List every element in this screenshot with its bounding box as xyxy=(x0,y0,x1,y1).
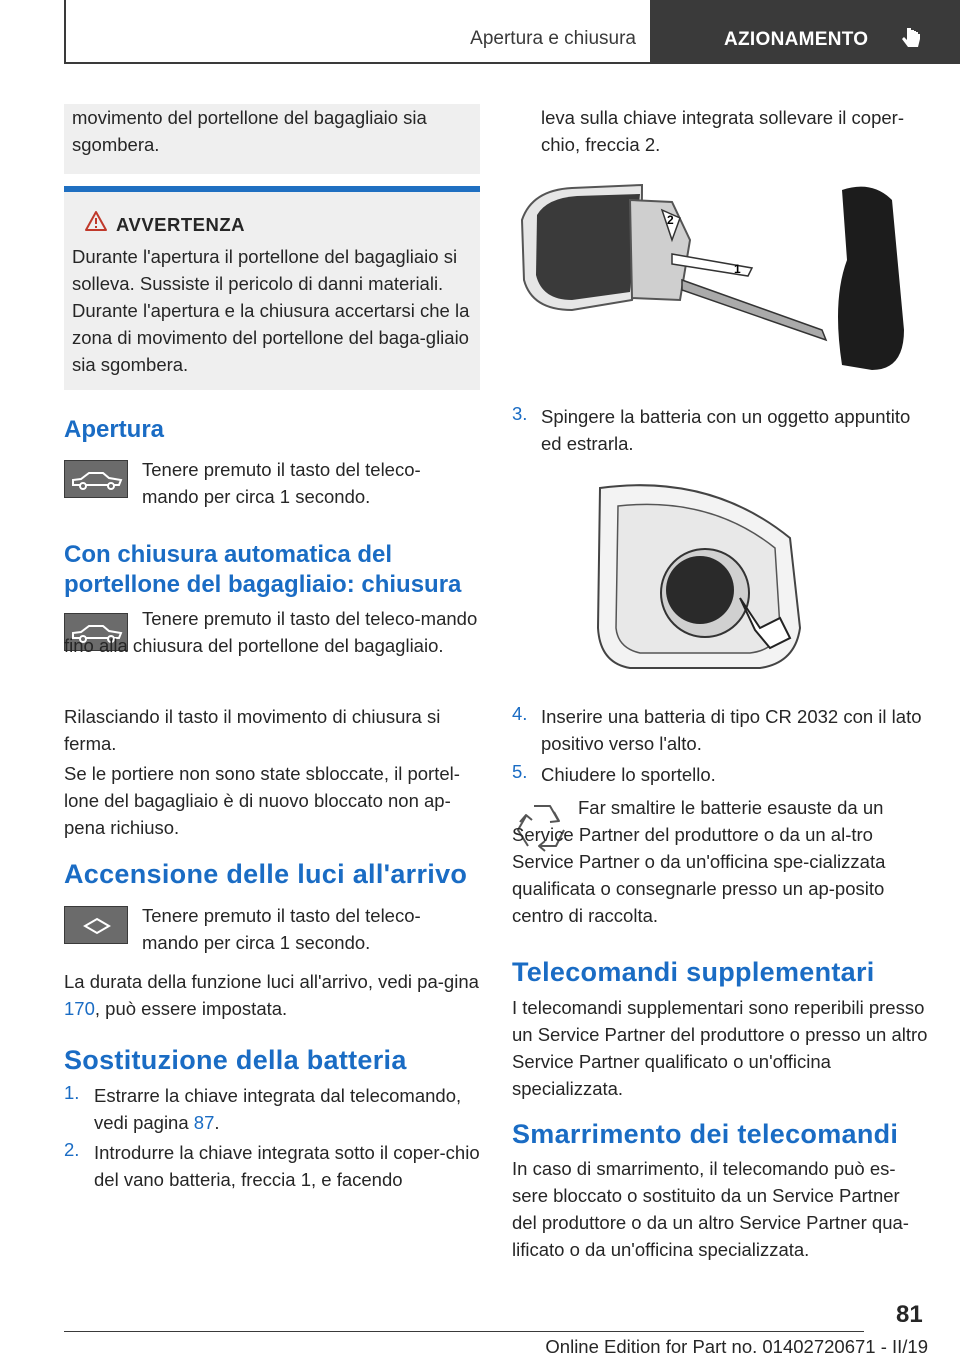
warning-text: Durante l'apertura il portellone del bagagliaio si solleva. Sussiste il pericolo di danni materiali. Durante l'apertura e la chiusura accertarsi che la zona di movimento del portellone del baga-gliaio sia sgombera. xyxy=(72,246,470,375)
svg-text:1: 1 xyxy=(734,262,741,276)
section-title: Apertura e chiusura xyxy=(470,28,636,49)
light-key-icon xyxy=(64,906,128,944)
step-1-text: Estrarre la chiave integrata dal telecomando, vedi pagina xyxy=(94,1085,462,1133)
page-link-170[interactable]: 170 xyxy=(64,998,95,1019)
edition-footer: Online Edition for Part no. 01402720671 - II/19 xyxy=(545,1336,928,1357)
recycle-text: Far smaltire le batterie esauste da un Service Partner del produttore o da un al-tro Service Partner o da un'officina spe-cializzata qualificata o consegnarle presso un ap-posito centro di raccolta. xyxy=(512,797,886,926)
heading-apertura: Apertura xyxy=(64,416,165,443)
chapter-tab xyxy=(650,0,960,64)
smarrimento-text: In caso di smarrimento, il telecomando può es-sere bloccato o sostituito da un Service Partner del produttore o da un altro Service Partner qua-lificato o da un'officina specializzata. xyxy=(512,1158,909,1260)
heading-chiusura: Con chiusura automatica del portellone del bagagliaio: chiusura xyxy=(64,541,462,598)
continued-step-text: leva sulla chiave integrata sollevare il coper-chio, freccia 2. xyxy=(541,107,904,155)
luci-text: Tenere premuto il tasto del teleco-mando per circa 1 secondo. xyxy=(142,905,421,953)
durata-paragraph xyxy=(64,968,480,1022)
step-number: 1. xyxy=(64,1082,80,1103)
continued-note-text: movimento del portellone del bagagliaio sia sgombera. xyxy=(72,107,427,155)
step-text: Introdurre la chiave integrata sotto il coper-chio del vano batteria, freccia 1, e facendo xyxy=(94,1142,480,1190)
portiere-paragraph: Se le portiere non sono state sbloccate, il portel-lone del bagagliaio è di nuovo bloccato non ap-pena richiuso. xyxy=(64,763,460,838)
step-text: Chiudere lo sportello. xyxy=(541,764,716,785)
step-number: 3. xyxy=(512,403,528,424)
continued-note-box xyxy=(64,104,480,174)
header-bottom-rule xyxy=(64,62,650,64)
step-1-end: . xyxy=(214,1112,220,1133)
warning-title: AVVERTENZA xyxy=(116,214,246,235)
chapter-title: AZIONAMENTO xyxy=(724,29,869,50)
heading-luci-arrivo: Accensione delle luci all'arrivo xyxy=(64,859,468,889)
step-number: 2. xyxy=(64,1139,80,1160)
step-text xyxy=(94,1082,480,1136)
step-number: 4. xyxy=(512,703,528,724)
car-tailgate-key-icon xyxy=(64,460,128,498)
durata-text-a: La durata della funzione luci all'arrivo, vedi pa-gina xyxy=(64,971,479,992)
svg-text:2: 2 xyxy=(667,213,674,227)
hand-pointer-icon xyxy=(900,26,922,52)
heading-batteria: Sostituzione della batteria xyxy=(64,1045,407,1075)
rilasciando-paragraph: Rilasciando il tasto il movimento di chiusura si ferma. xyxy=(64,706,441,754)
durata-text-b: , può essere impostata. xyxy=(94,998,288,1019)
footer-rule xyxy=(64,1331,864,1332)
apertura-text: Tenere premuto il tasto del teleco-mando per circa 1 secondo. xyxy=(142,459,421,507)
step-text: Inserire una batteria di tipo CR 2032 con il lato positivo verso l'alto. xyxy=(541,706,922,754)
warning-triangle-icon xyxy=(84,210,108,232)
key-fob-illustration xyxy=(512,180,912,380)
supplementari-text: I telecomandi supplementari sono reperibili presso un Service Partner del produttore o presso un altro Service Partner qualificato o un'officina specializzata. xyxy=(512,997,928,1099)
step-number: 5. xyxy=(512,761,528,782)
heading-smarrimento: Smarrimento dei telecomandi xyxy=(512,1119,899,1149)
step-text: Spingere la batteria con un oggetto appuntito ed estrarla. xyxy=(541,406,911,454)
warning-box xyxy=(64,192,480,390)
page-link-87[interactable]: 87 xyxy=(193,1112,215,1133)
heading-supplementari: Telecomandi supplementari xyxy=(512,957,875,987)
page-number: 81 xyxy=(896,1301,923,1328)
chiusura-text: Tenere premuto il tasto del teleco-mando fino alla chiusura del portellone del bagagliaio. xyxy=(64,608,478,656)
battery-compartment-illustration xyxy=(590,478,812,678)
